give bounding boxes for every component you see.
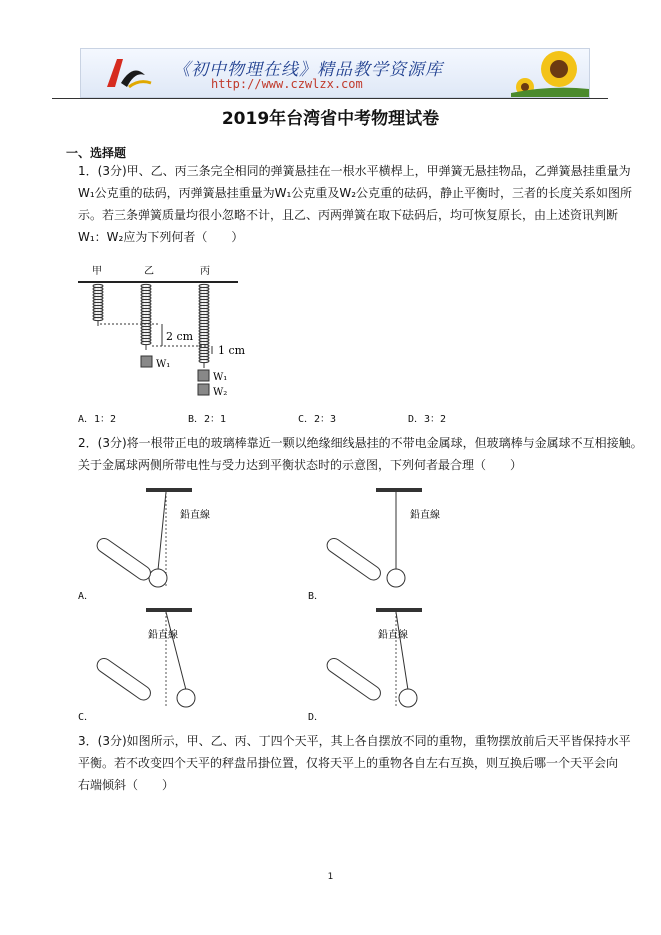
header-rule <box>52 98 608 99</box>
q2-option-d[interactable]: D． <box>308 712 325 723</box>
spring-bing <box>199 284 209 368</box>
page-number: 1 <box>327 872 334 882</box>
spring-jia <box>93 284 103 326</box>
diagram-c <box>96 608 246 716</box>
q2-line-2: 关于金属球两侧所带电性与受力达到平衡状态时的示意图，下列何者最合理（ ） <box>78 458 523 472</box>
q1-option-a[interactable]: A．1：2 <box>78 414 117 425</box>
q1-line-2: W₁公克重的砝码，丙弹簧悬挂重量为W₁公克重及W₂公克重的砝码，静止平衡时，三者的长度关系如图所 <box>78 186 633 200</box>
sunflower-icon <box>511 49 589 97</box>
diagram-d <box>326 608 476 716</box>
w1b-label: W₁ <box>213 372 228 383</box>
weight-w2 <box>198 384 209 395</box>
q2-line-1: 2．(3分)将一根带正电的玻璃棒靠近一颗以绝缘细线悬挂的不带电金属球，但玻璃棒与金属球不互相接触。 <box>78 436 643 450</box>
w2-label: W₂ <box>213 387 228 398</box>
q2-option-b[interactable]: B． <box>308 591 325 602</box>
plumb-label: 鉛直線 <box>148 630 178 641</box>
diagram-a <box>96 488 246 596</box>
spring-figure <box>78 264 268 404</box>
q3-line-2: 平衡。若不改变四个天平的秤盘吊掛位置，仅将天平上的重物各自左右互换，则互换后哪一个天平会向 <box>78 756 619 770</box>
banner-url: http://www.czwlzx.com <box>211 77 363 91</box>
weight-w1-yi <box>141 356 152 367</box>
section-heading: 一、选择题 <box>66 146 127 160</box>
q1-option-b[interactable]: B．2：1 <box>188 414 227 425</box>
weight-w1-bing <box>198 370 209 381</box>
logo-icon <box>99 53 159 93</box>
q2-option-a[interactable]: A． <box>78 591 95 602</box>
diagram-b <box>326 488 476 596</box>
label-yi: 乙 <box>144 266 154 277</box>
dim-1cm: 1 cm <box>218 344 246 357</box>
dim-2cm: 2 cm <box>166 330 194 343</box>
q1-line-3: 示。若三条弹簧质量均很小忽略不计，且乙、丙两弹簧在取下砝码后，均可恢复原长，由上述资讯判断 <box>78 208 619 222</box>
q3-line-3: 右端倾斜（ ） <box>78 778 175 792</box>
plumb-label: 鉛直線 <box>378 630 408 641</box>
q2-option-c[interactable]: C． <box>78 712 95 723</box>
label-bing: 丙 <box>200 266 210 277</box>
q1-line-4: W₁：W₂应为下列何者（ ） <box>78 230 244 244</box>
q1-option-d[interactable]: D．3：2 <box>408 414 447 425</box>
label-jia: 甲 <box>92 266 102 277</box>
header-banner <box>80 48 590 98</box>
q1-option-c[interactable]: C．2：3 <box>298 414 337 425</box>
plumb-label: 鉛直線 <box>410 510 440 521</box>
banner-title: 《初中物理在线》精品教学资源库 <box>173 60 443 80</box>
page-title: 2019年台湾省中考物理试卷 <box>221 109 440 129</box>
q3-line-1: 3．(3分)如图所示，甲、乙、丙、丁四个天平，其上各自摆放不同的重物，重物摆放前后天平皆保持水平 <box>78 734 631 748</box>
q1-line-1: 1．(3分)甲、乙、丙三条完全相同的弹簧悬挂在一根水平横桿上，甲弹簧无悬挂物品，乙弹簧悬挂重量为 <box>78 164 631 178</box>
plumb-label: 鉛直線 <box>180 510 210 521</box>
w1-label: W₁ <box>156 359 171 370</box>
spring-yi <box>141 284 151 350</box>
